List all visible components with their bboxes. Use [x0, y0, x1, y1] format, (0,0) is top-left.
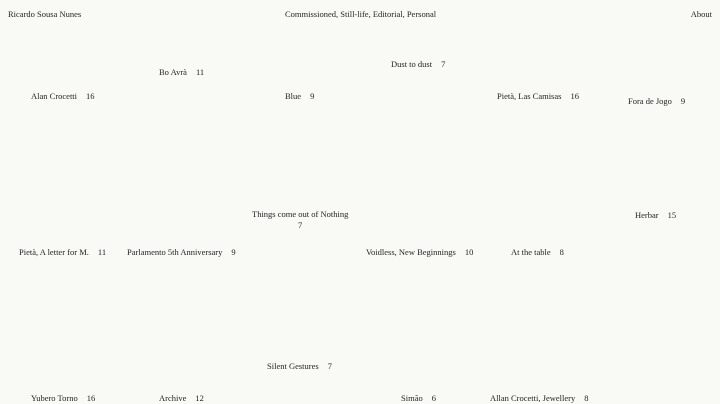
- project-title: Herbar: [635, 210, 659, 220]
- project-link-blue[interactable]: [285, 91, 314, 102]
- project-link-archive[interactable]: [159, 393, 204, 404]
- project-link-simao[interactable]: [401, 393, 436, 404]
- project-title: Pietà, Las Camisas: [497, 91, 562, 101]
- category-filter-link[interactable]: Commissioned, Still-life, Editorial, Personal: [285, 9, 437, 19]
- project-title: Things come out of Nothing: [252, 209, 349, 219]
- project-title: Parlamento 5th Anniversary: [127, 247, 223, 257]
- project-title: At the table: [511, 247, 551, 257]
- project-title: Blue: [285, 91, 302, 101]
- project-title: Yubero Torno: [31, 393, 78, 403]
- project-link-alan-crocetti[interactable]: [31, 91, 95, 102]
- project-image-count: 8: [584, 393, 589, 403]
- project-image-count: 16: [86, 393, 96, 403]
- project-link-bo-avra[interactable]: [159, 67, 204, 78]
- project-image-count: 16: [86, 91, 95, 101]
- project-image-count: 7: [298, 220, 303, 230]
- project-link-herbar[interactable]: [635, 210, 676, 221]
- project-title: Pietà, A letter for M.: [19, 247, 89, 257]
- project-link-silent-gestures[interactable]: [267, 361, 332, 372]
- project-link-pieta-a-letter-for-m[interactable]: [19, 247, 106, 258]
- project-image-count: 6: [431, 393, 436, 403]
- project-image-count: 10: [464, 247, 474, 257]
- project-link-at-the-table[interactable]: [511, 247, 564, 258]
- project-title: Dust to dust: [391, 59, 433, 69]
- project-title: Silent Gestures: [267, 361, 319, 371]
- about-link[interactable]: About: [690, 9, 712, 19]
- project-link-pieta-las-camisas[interactable]: [497, 91, 579, 102]
- project-image-count: 7: [327, 361, 332, 371]
- project-link-voidless-new-beginnings[interactable]: [366, 247, 473, 258]
- project-title: Voidless, New Beginnings: [366, 247, 456, 257]
- project-image-count: 7: [441, 59, 446, 69]
- project-image-count: 9: [231, 247, 236, 257]
- project-image-count: 16: [570, 91, 579, 101]
- project-title: Alan Crocetti: [31, 91, 78, 101]
- project-image-count: 9: [680, 96, 686, 106]
- project-title: Archive: [159, 393, 187, 403]
- project-image-count: 9: [310, 91, 315, 101]
- project-link-yubero-torno[interactable]: [31, 393, 95, 404]
- project-title: Simão: [401, 393, 423, 403]
- project-link-dust-to-dust[interactable]: [391, 59, 445, 70]
- site-title-link[interactable]: Ricardo Sousa Nunes: [8, 9, 82, 19]
- project-title: Fora de Jogo: [628, 96, 672, 106]
- project-image-count: 8: [559, 247, 564, 257]
- project-image-count: 15: [667, 210, 677, 220]
- project-link-things-come-out-of-nothing[interactable]: [252, 209, 348, 231]
- project-title: Allan Crocetti, Jewellery: [490, 393, 576, 403]
- project-image-count: 11: [97, 247, 107, 257]
- project-image-count: 11: [195, 67, 205, 77]
- project-title: Bo Avrà: [159, 67, 187, 77]
- project-link-allan-crocetti-jewellery[interactable]: [490, 393, 588, 404]
- project-image-count: 12: [195, 393, 204, 403]
- project-link-parlamento-5th-anniversary[interactable]: [127, 247, 236, 258]
- project-link-fora-de-jogo[interactable]: [628, 96, 685, 107]
